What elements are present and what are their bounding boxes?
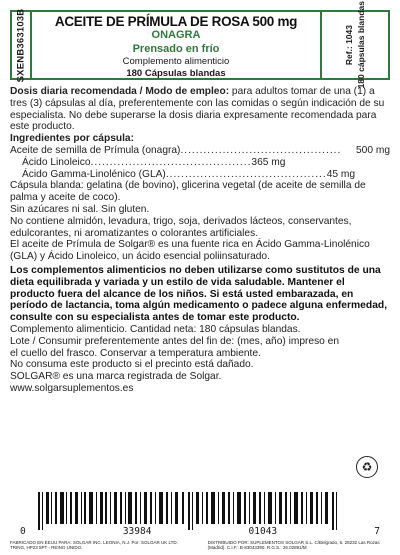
supplement-text: Complemento alimenticio <box>122 56 230 67</box>
ingredient-value: 45 mg <box>326 168 356 180</box>
product-subtitle: ONAGRA <box>151 29 201 41</box>
barcode-digit-group: 7 <box>374 526 380 537</box>
dosage-text: para adultos tomar de una (1) a tres (3) cápsulas al día, preferentemente con las comidas o según indicación de su especialista. No debe superarse la dosis diaria expresamente recomendada para este producto. <box>10 86 385 133</box>
barcode-digit-group: 0 <box>20 526 26 537</box>
label-header <box>10 1 390 89</box>
ref-capsules-text: 180 cápsulas blandas <box>356 1 366 89</box>
barcode-digit-group: 33984 <box>122 526 152 537</box>
ingredients-heading: Ingredientes por cápsula: <box>10 133 134 145</box>
barcode-digit-group: 01043 <box>248 526 278 537</box>
ref-text: Ref.: 1043 <box>344 24 354 66</box>
recycle-icon: ♻ <box>356 456 378 478</box>
barcode <box>20 492 380 530</box>
barcode-bars <box>38 492 337 530</box>
manufacturer-text: FABRICADO EN EEUU PARA: SOLGAR INC. LEONIA, N.J. Por: SOLGAR UK LTD. TRING, HP23 5PT - REINO UNIDO. <box>10 540 178 551</box>
brand-text: SOLGAR® es una marca registrada de Solgar. <box>10 371 222 383</box>
source-text: El aceite de Prímula de Solgar® es una fuente rica en Ácido Gamma-Linolénico (GLA) y Ácido Linoleico, un ácido esencial poliinsaturado. <box>10 239 370 263</box>
ingredient-row <box>10 145 390 157</box>
dosage-paragraph <box>10 86 390 133</box>
ingredient-name: Aceite de semilla de Prímula (onagra) <box>10 144 181 156</box>
capsule-composition: Cápsula blanda: gelatina (de bovino), glicerina vegetal (de aceite de semilla de palma y aceite de coco). <box>10 180 366 204</box>
distributor-text: DISTRIBUIDO POR: SUPLEMENTOS SOLGAR S.L. C/Belgrado, 6. 28232 Las Rozas (Madrid). C.I.F.: B-83043390. R.G.S.: 26.02891/M <box>207 540 380 551</box>
lot-text: Lote / Consumir preferentemente antes del fin de: (mes, año) impreso en el cuello del frasco. Conservar a temperatura ambiente. <box>10 335 339 359</box>
ingredient-value: 500 mg <box>356 144 390 156</box>
label-content <box>10 86 390 395</box>
ingredient-leader: .......................................... <box>165 168 327 180</box>
process-text: Prensado en frío <box>132 43 220 55</box>
barcode-digits <box>20 526 380 537</box>
warning-text: Los complementos alimenticios no deben utilizarse como sustitutos de una dieta equilibrada y variada y un estilo de vida saludable. Mantener el producto fuera del alcance de los niños. Si está usted embarazada, en período de lactancia, toma algún medicamento o padece alguna enfermedad, consulte con su especialista antes de tomar este producto. <box>10 264 388 324</box>
side-code-box <box>12 8 32 82</box>
header-center <box>34 14 318 80</box>
ingredient-leader: .......................................... <box>180 144 342 156</box>
seal-text: No consuma este producto si el precinto está dañado. <box>10 359 254 371</box>
ref-box <box>320 1 388 89</box>
dosage-heading: Dosis diaria recomendada / Modo de empleo: <box>10 86 230 97</box>
capsules-text: 180 Cápsulas blandas <box>126 68 226 79</box>
ingredient-value: 365 mg <box>251 156 286 168</box>
sugar-free-text: Sin azúcares ni sal. Sin gluten. <box>10 203 150 215</box>
website-url: www.solgarsuplementos.es <box>10 382 134 394</box>
ingredient-row <box>10 156 286 169</box>
ingredient-leader: .......................................... <box>90 156 252 168</box>
net-quantity: Complemento alimenticio. Cantidad neta: 180 cápsulas blandas. <box>10 323 301 335</box>
product-code: SXENB363103B <box>15 8 27 82</box>
ingredient-row <box>10 168 356 181</box>
free-from-text: No contiene almidón, levadura, trigo, soja, derivados lácteos, conservantes, edulcorantes, ni aromatizantes o colorantes artificiales. <box>10 215 352 239</box>
ingredient-name: Ácido Linoleico <box>22 156 91 168</box>
ingredient-name: Ácido Gamma-Linolénico (GLA) <box>22 168 166 180</box>
label-footer <box>10 540 390 551</box>
product-title: ACEITE DE PRÍMULA DE ROSA 500 mg <box>54 14 298 29</box>
